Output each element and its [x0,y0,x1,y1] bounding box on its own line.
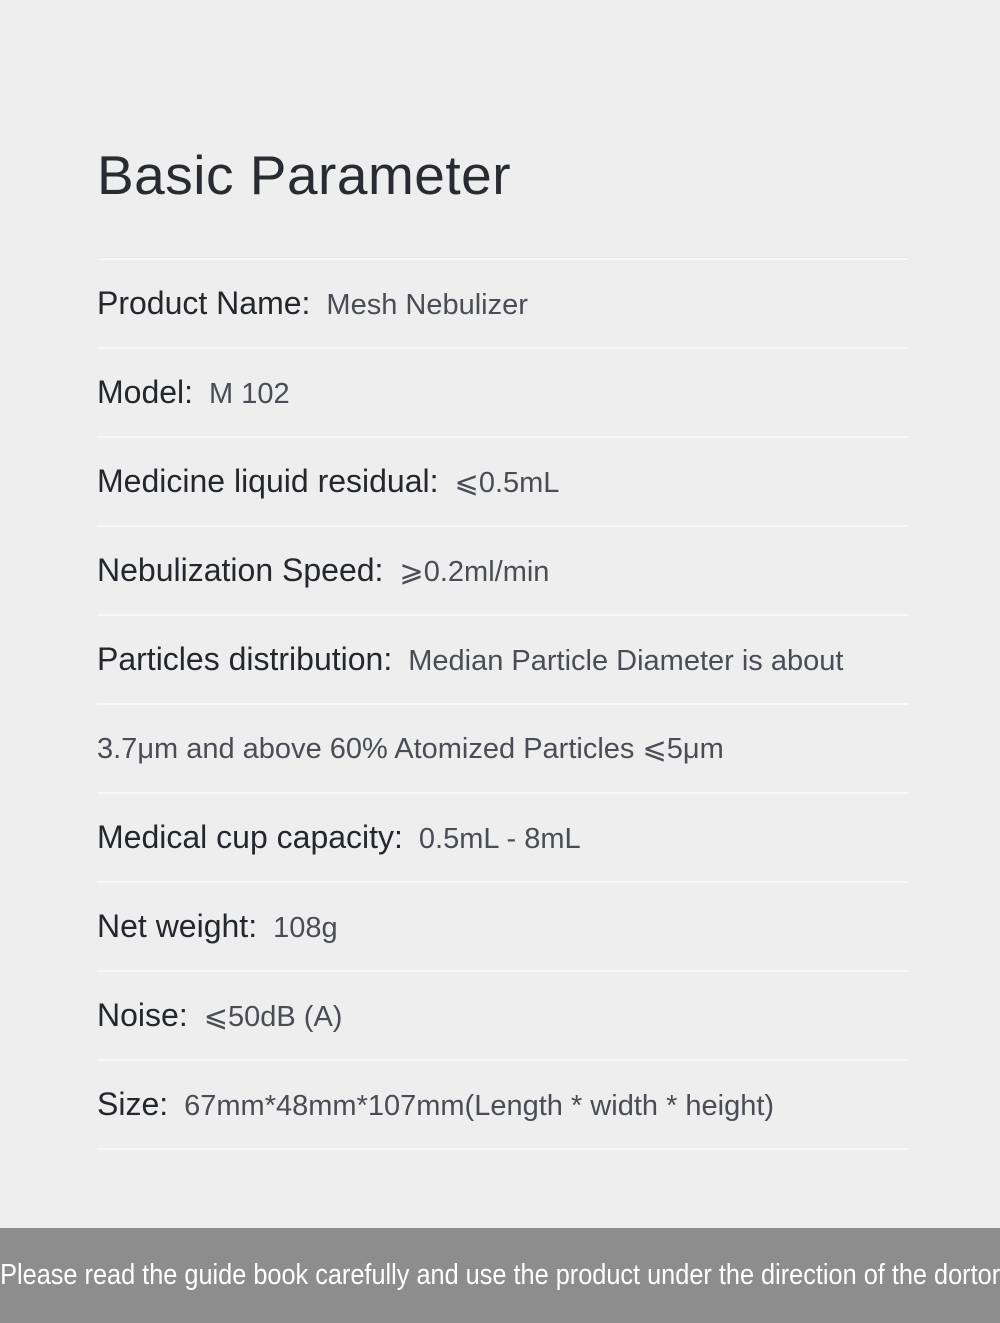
spec-value: Mesh Nebulizer [326,289,528,321]
spec-value: ⩽50dB (A) [203,1001,343,1033]
spec-content [97,0,908,1150]
spec-row-line [97,285,528,322]
spec-label: Net weight: [97,908,258,944]
spec-row-line [97,908,338,945]
spec-label: Nebulization Speed: [97,552,384,588]
spec-row-line [97,997,342,1034]
spec-label: Medical cup capacity: [97,819,403,855]
spec-rows [97,260,908,1150]
spec-row-size [97,1061,908,1150]
spec-value: 0.5mL - 8mL [418,823,581,855]
spec-row-line [97,463,559,500]
spec-label: Particles distribution: [97,641,393,677]
spec-value: Median Particle Diameter is about [408,645,844,677]
spec-value: M 102 [209,378,290,410]
spec-label: Noise: [97,997,188,1033]
spec-label: Medicine liquid residual: [97,463,439,499]
spec-value: 3.7μm and above 60% Atomized Particles ⩽5μm [97,733,724,765]
spec-row-particles-distribution-continued [97,705,908,794]
spec-row-particles-distribution [97,616,908,705]
spec-row-medical-cup-capacity [97,794,908,883]
spec-value: ⩽0.5mL [454,467,560,499]
spec-row-line [97,374,290,411]
spec-row-net-weight [97,883,908,972]
spec-row-line [97,1086,774,1123]
page-title: Basic Parameter [97,144,512,206]
footer-bar [0,1228,1000,1323]
spec-row-noise [97,972,908,1061]
spec-row-medicine-liquid-residual [97,438,908,527]
spec-row-line [97,641,843,678]
spec-value: ⩾0.2ml/min [399,556,550,588]
spec-row-line [97,731,724,766]
spec-label: Model: [97,374,194,410]
spec-row-nebulization-speed [97,527,908,616]
spec-label: Size: [97,1086,169,1122]
spec-value: 108g [273,912,338,944]
spec-row-line [97,552,549,589]
spec-value: 67mm*48mm*107mm(Length * width * height) [184,1090,775,1122]
spec-row-product-name [97,260,908,349]
spec-row-line [97,819,581,856]
footer-disclaimer-text: Please read the guide book carefully and use the product under the direction of the dortor [0,1259,1000,1291]
spec-label: Product Name: [97,285,311,321]
spec-row-model [97,349,908,438]
